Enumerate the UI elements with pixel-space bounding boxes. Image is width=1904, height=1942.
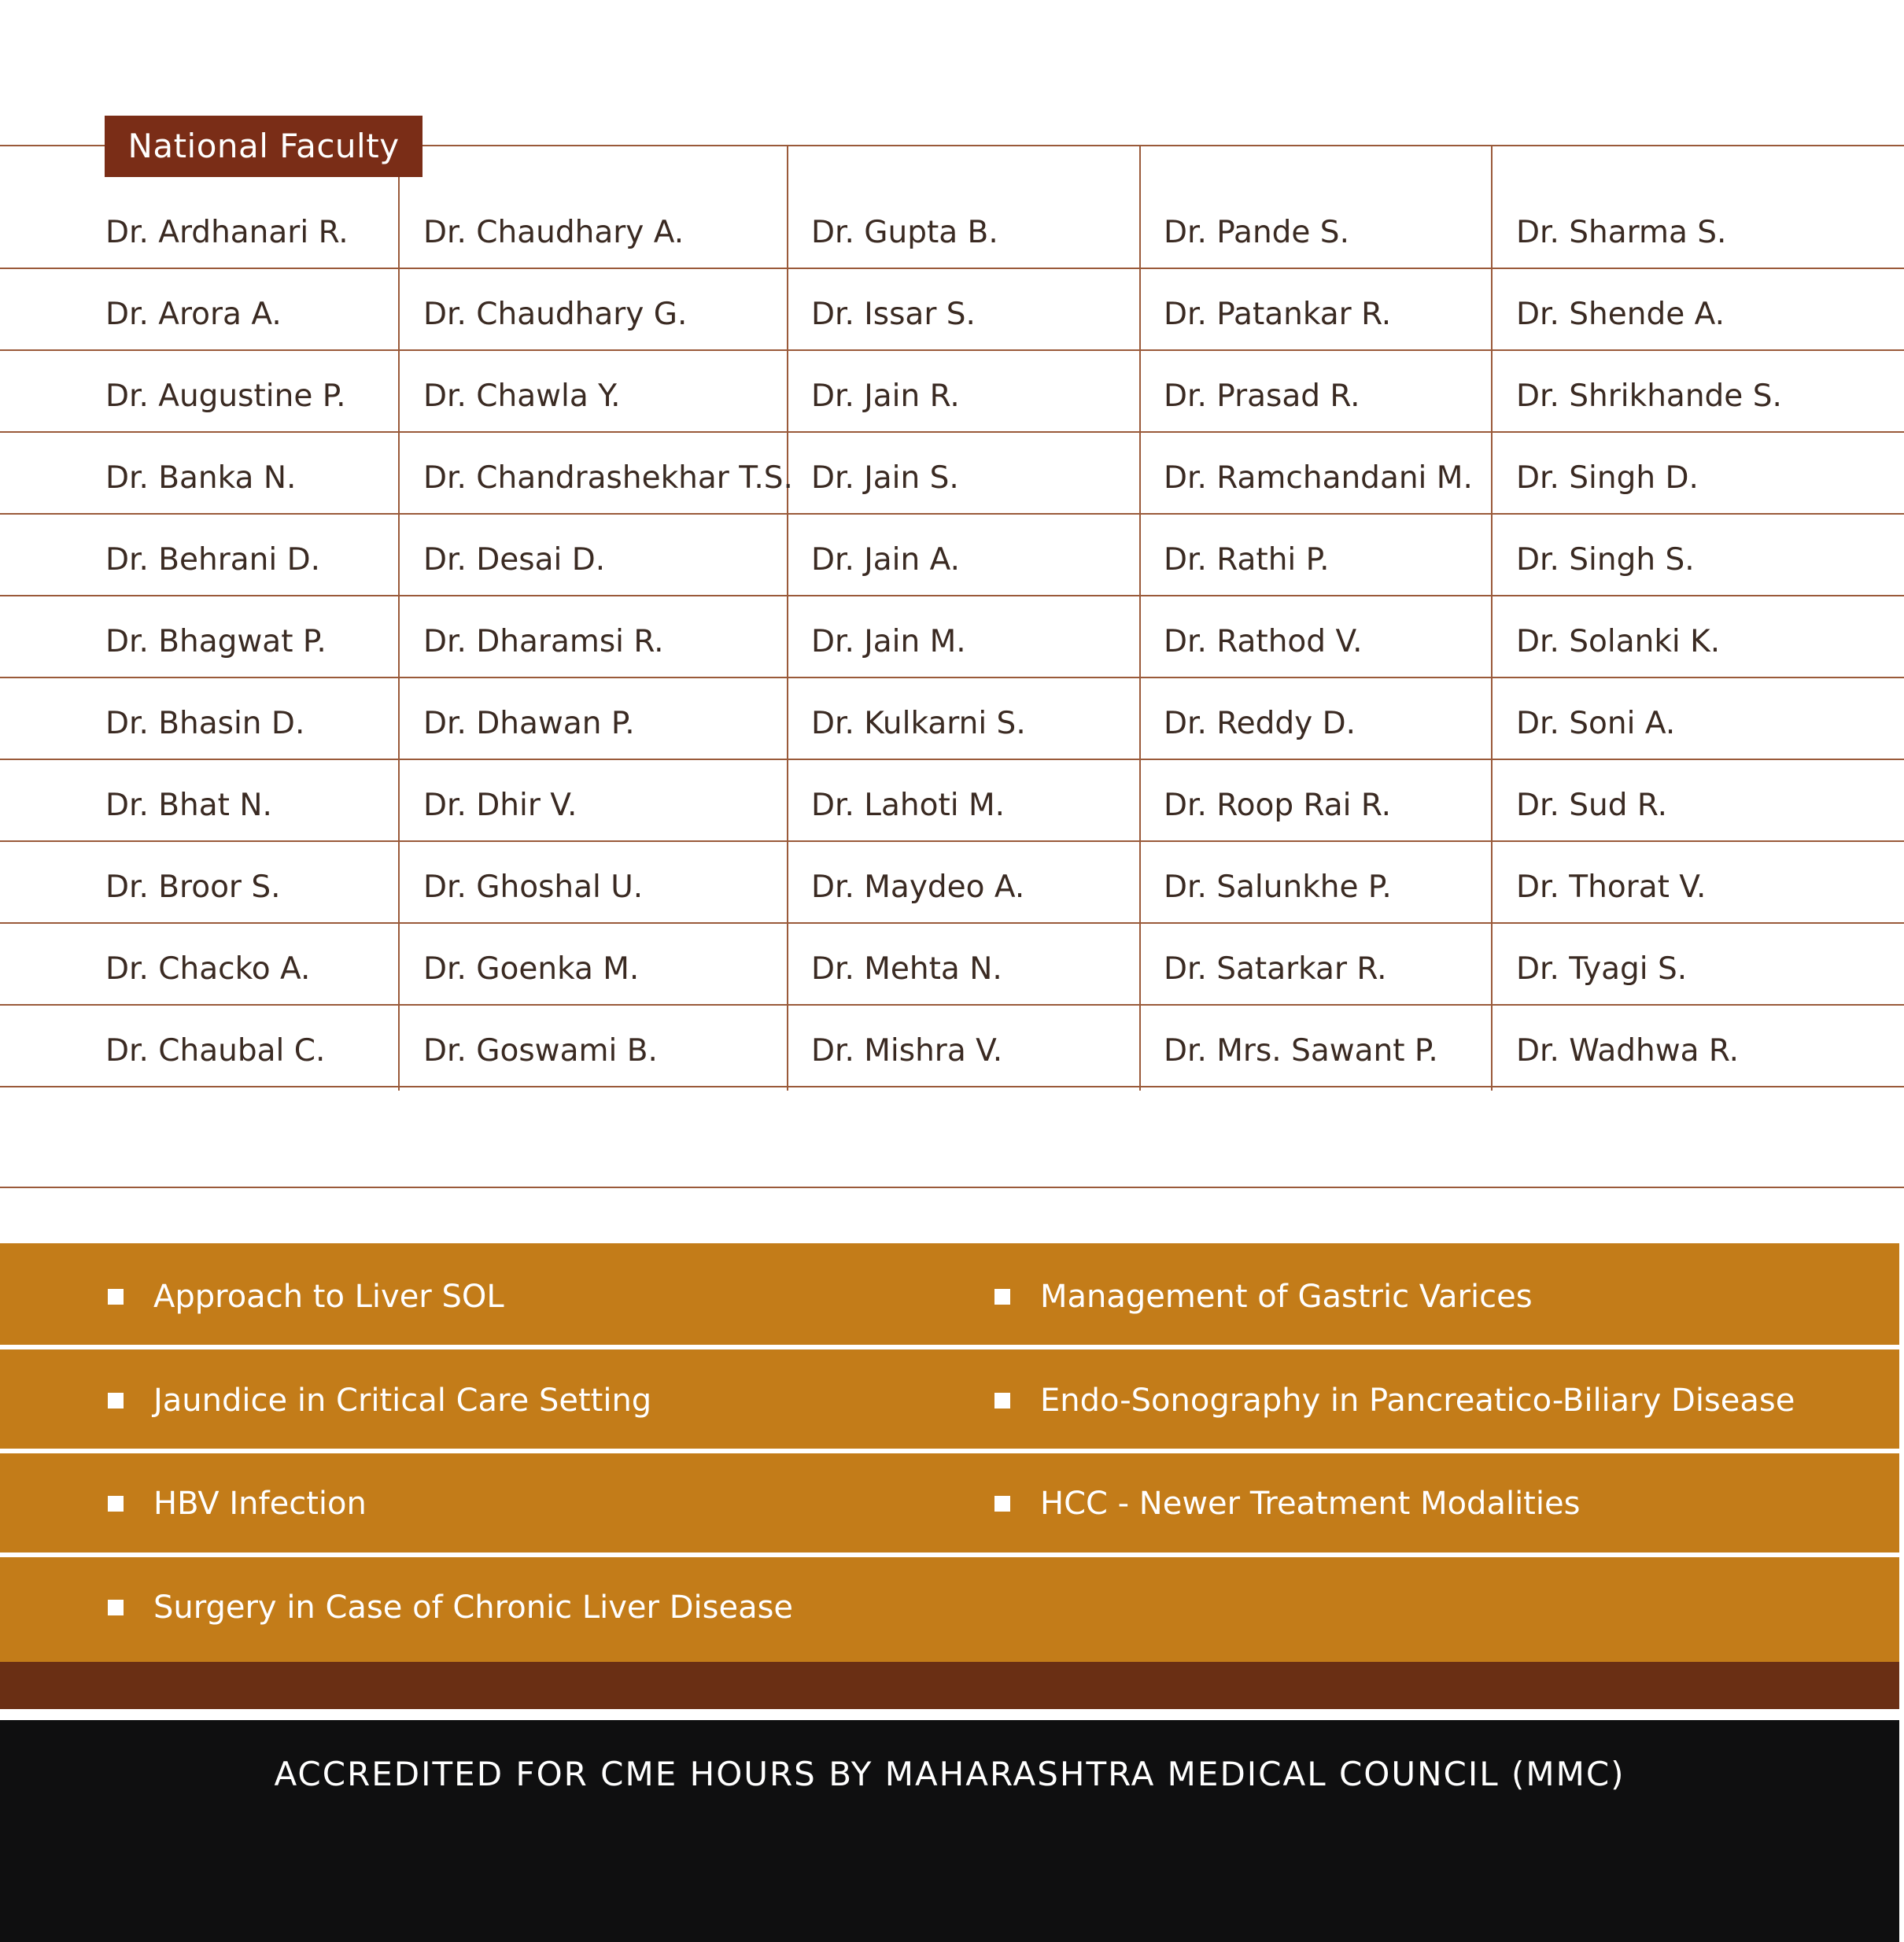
faculty-name: Dr. Broor S. (105, 869, 281, 905)
faculty-name: Dr. Desai D. (423, 542, 606, 578)
topic-label: Endo-Sonography in Pancreatico-Biliary Disease (1040, 1383, 1795, 1419)
square-bullet-icon (994, 1289, 1010, 1305)
topic-label: Jaundice in Critical Care Setting (153, 1383, 652, 1419)
topic-item (108, 1486, 367, 1522)
row-divider (0, 1086, 1904, 1087)
topics-panel (0, 1243, 1899, 1709)
faculty-name: Dr. Ghoshal U. (423, 869, 644, 905)
faculty-name: Dr. Mrs. Sawant P. (1164, 1033, 1438, 1069)
faculty-name: Dr. Bhasin D. (105, 706, 305, 741)
faculty-name: Dr. Jain R. (811, 378, 960, 414)
topic-item (994, 1486, 1581, 1522)
faculty-name: Dr. Reddy D. (1164, 706, 1356, 741)
topic-item (108, 1383, 652, 1419)
faculty-name: Dr. Tyagi S. (1516, 951, 1688, 987)
faculty-name: Dr. Jain A. (811, 542, 961, 578)
faculty-name: Dr. Augustine P. (105, 378, 346, 414)
row-divider (0, 922, 1904, 924)
faculty-name: Dr. Chaudhary A. (423, 215, 684, 250)
row-divider (0, 268, 1904, 269)
faculty-name: Dr. Thorat V. (1516, 869, 1707, 905)
row-divider (0, 431, 1904, 433)
faculty-table (0, 145, 1904, 1091)
topic-label: HCC - Newer Treatment Modalities (1040, 1486, 1581, 1522)
row-divider (0, 1004, 1904, 1006)
square-bullet-icon (994, 1393, 1010, 1409)
faculty-name: Dr. Prasad R. (1164, 378, 1360, 414)
topic-item (108, 1589, 794, 1626)
faculty-name: Dr. Jain M. (811, 624, 966, 659)
faculty-name: Dr. Behrani D. (105, 542, 321, 578)
faculty-name: Dr. Wadhwa R. (1516, 1033, 1740, 1069)
faculty-name: Dr. Arora A. (105, 297, 282, 332)
column-divider (1139, 145, 1141, 1091)
faculty-name: Dr. Dhawan P. (423, 706, 635, 741)
accreditation-footer (0, 1720, 1899, 1942)
faculty-name: Dr. Bhagwat P. (105, 624, 327, 659)
faculty-name: Dr. Lahoti M. (811, 788, 1006, 823)
faculty-name: Dr. Jain S. (811, 460, 959, 496)
faculty-name: Dr. Maydeo A. (811, 869, 1025, 905)
faculty-name: Dr. Patankar R. (1164, 297, 1392, 332)
faculty-name: Dr. Pande S. (1164, 215, 1349, 250)
row-divider (0, 349, 1904, 351)
faculty-name: Dr. Singh S. (1516, 542, 1695, 578)
topic-row-divider (0, 1345, 1899, 1349)
faculty-name: Dr. Mishra V. (811, 1033, 1003, 1069)
topic-item (108, 1281, 504, 1313)
accreditation-text: ACCREDITED FOR CME HOURS BY MAHARASHTRA MEDICAL COUNCIL (MMC) (274, 1755, 1625, 1793)
faculty-title: National Faculty (105, 116, 422, 177)
row-divider (0, 759, 1904, 760)
column-divider (787, 145, 788, 1091)
faculty-name: Dr. Rathi P. (1164, 542, 1330, 578)
topic-label: Approach to Liver SOL (153, 1279, 504, 1315)
faculty-name: Dr. Dharamsi R. (423, 624, 664, 659)
faculty-name: Dr. Rathod V. (1164, 624, 1363, 659)
faculty-name: Dr. Salunkhe P. (1164, 869, 1392, 905)
column-divider (398, 145, 400, 1091)
topic-item (994, 1383, 1795, 1419)
faculty-name: Dr. Kulkarni S. (811, 706, 1026, 741)
square-bullet-icon (994, 1496, 1010, 1512)
square-bullet-icon (108, 1496, 124, 1512)
faculty-name: Dr. Dhir V. (423, 788, 577, 823)
faculty-name: Dr. Chawla Y. (423, 378, 621, 414)
topic-label: HBV Infection (153, 1486, 367, 1522)
faculty-name: Dr. Satarkar R. (1164, 951, 1387, 987)
topic-label: Surgery in Case of Chronic Liver Disease (153, 1589, 794, 1626)
faculty-name: Dr. Goenka M. (423, 951, 640, 987)
faculty-name: Dr. Roop Rai R. (1164, 788, 1391, 823)
faculty-name: Dr. Ardhanari R. (105, 215, 349, 250)
faculty-name: Dr. Sharma S. (1516, 215, 1727, 250)
faculty-name: Dr. Bhat N. (105, 788, 272, 823)
faculty-name: Dr. Chandrashekhar T.S. (423, 460, 793, 496)
faculty-name: Dr. Chaubal C. (105, 1033, 326, 1069)
faculty-name: Dr. Mehta N. (811, 951, 1002, 987)
topic-row-divider (0, 1449, 1899, 1453)
row-divider (0, 840, 1904, 842)
faculty-name: Dr. Sud R. (1516, 788, 1668, 823)
faculty-name: Dr. Chacko A. (105, 951, 311, 987)
faculty-name: Dr. Solanki K. (1516, 624, 1721, 659)
square-bullet-icon (108, 1289, 124, 1305)
faculty-name: Dr. Goswami B. (423, 1033, 658, 1069)
topics-bottom-band (0, 1662, 1899, 1709)
row-divider (0, 677, 1904, 678)
row-divider (0, 513, 1904, 515)
faculty-name: Dr. Ramchandani M. (1164, 460, 1473, 496)
row-divider (0, 595, 1904, 596)
faculty-name: Dr. Soni A. (1516, 706, 1676, 741)
section-divider (0, 1187, 1904, 1188)
faculty-name: Dr. Shende A. (1516, 297, 1725, 332)
square-bullet-icon (108, 1393, 124, 1409)
faculty-name: Dr. Gupta B. (811, 215, 998, 250)
faculty-name: Dr. Shrikhande S. (1516, 378, 1782, 414)
topic-row-divider (0, 1552, 1899, 1557)
faculty-name: Dr. Chaudhary G. (423, 297, 688, 332)
faculty-name: Dr. Issar S. (811, 297, 976, 332)
faculty-name: Dr. Banka N. (105, 460, 297, 496)
faculty-name: Dr. Singh D. (1516, 460, 1699, 496)
topic-label: Management of Gastric Varices (1040, 1279, 1533, 1315)
square-bullet-icon (108, 1600, 124, 1615)
topic-item (994, 1281, 1533, 1313)
column-divider (1491, 145, 1493, 1091)
